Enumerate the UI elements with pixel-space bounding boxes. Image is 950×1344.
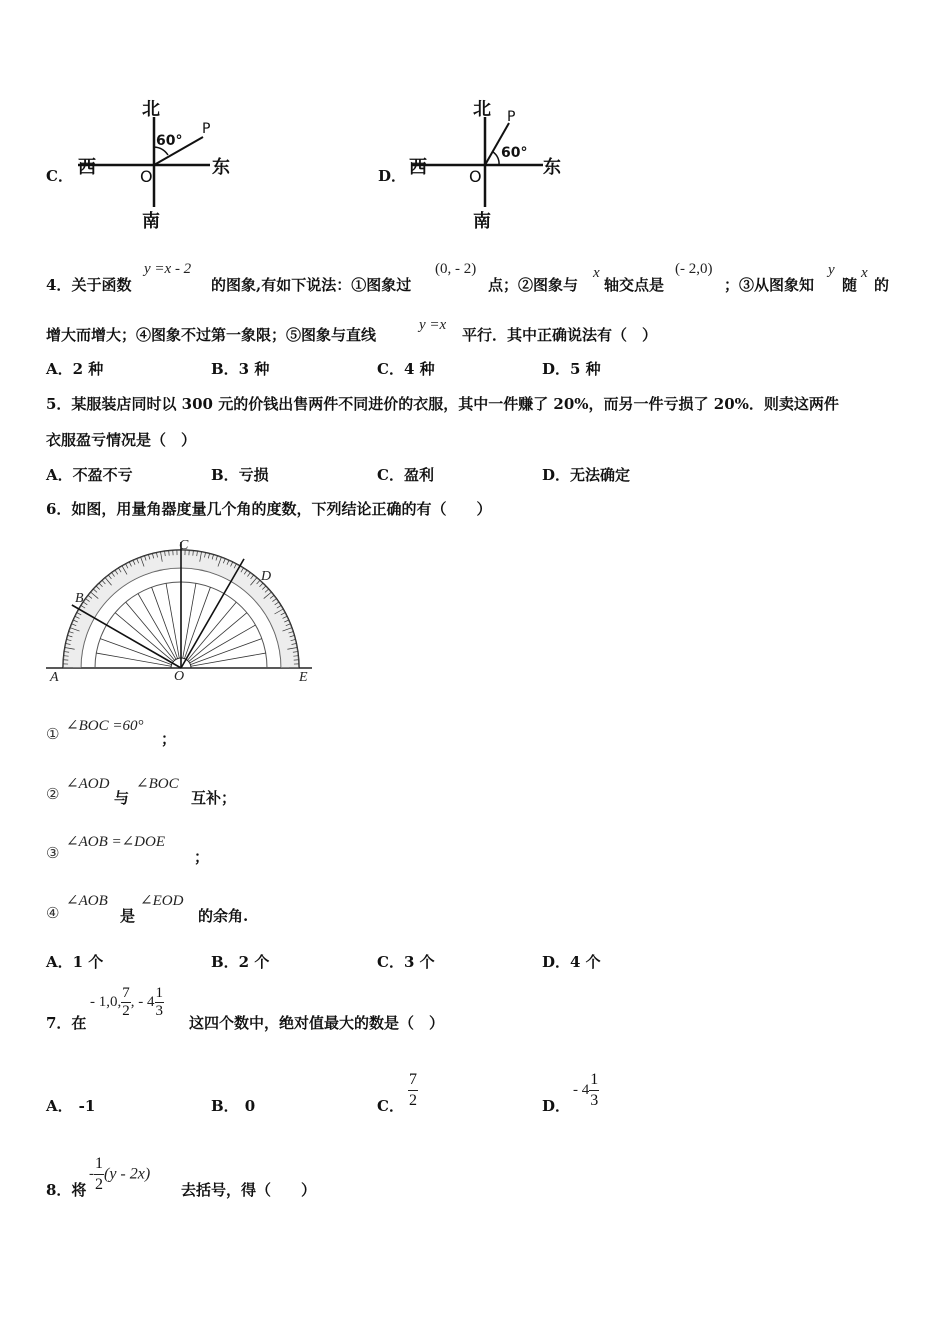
q8-paren: (y - 2x) (104, 1165, 151, 1183)
q7-option-c-value (408, 1070, 418, 1111)
question-8-tail: 去括号，得（ ） (181, 1181, 317, 1199)
fraction (408, 1070, 418, 1111)
q7-option-b[interactable] (211, 1095, 255, 1116)
point-p-label: P (202, 121, 211, 137)
angle-label: 60° (501, 145, 528, 161)
statement-4-mark: ④ (46, 904, 60, 922)
statement-3-mark: ③ (46, 844, 60, 862)
question-7-tail: 这四个数中，绝对值最大的数是（ ） (189, 1014, 445, 1032)
statement-4-mid: 是 (120, 907, 136, 925)
q4-option-d[interactable]: D．5 种 (542, 360, 601, 378)
q6-option-a[interactable]: A．1 个 (46, 953, 104, 971)
question-6-stem: 6．如图，用量角器度量几个角的度数，下列结论正确的有（ ） (46, 500, 492, 518)
q7-mixed-fraction (155, 985, 165, 1020)
fraction-numerator: 7 (408, 1070, 418, 1091)
question-5-line-2: 衣服盈亏情况是（ ） (46, 431, 197, 449)
statement-2-tail: 互补； (191, 789, 237, 807)
q4-text-6: 随 (842, 276, 858, 294)
point-c-label: C (179, 538, 189, 553)
radial-line (138, 594, 176, 660)
q4-option-a[interactable]: A．2 种 (46, 360, 104, 378)
fraction (589, 1070, 599, 1111)
compass-diagram-c (70, 95, 250, 230)
q7-option-d-label[interactable]: D． (542, 1097, 571, 1115)
q7-expr-mid: , - 4 (130, 994, 155, 1010)
origin-label: O (469, 167, 482, 186)
q6-option-c[interactable]: C．3 个 (377, 953, 435, 971)
statement-1-expr: ∠BOC =60° (66, 718, 144, 734)
q4-text-8: 增大而增大；④图象不过第一象限；⑤图象与直线 (46, 326, 377, 344)
statement-1-mark: ① (46, 725, 60, 743)
q6-option-d[interactable]: D．4 个 (542, 953, 601, 971)
statement-3-expr: ∠AOB =∠DOE (66, 834, 165, 850)
west-label: 西 (409, 157, 427, 178)
question-5-line-1: 5．某服装店同时以 300 元的价钱出售两件不同进价的衣服，其中一件赚了 20%，而另一件亏损了 20%．则卖这两件 (46, 395, 839, 413)
fraction-denominator: 2 (95, 1176, 103, 1193)
statement-2-expr-1: ∠AOD (66, 776, 110, 792)
statement-3-tail: ； (194, 848, 210, 866)
q4-line-function: y =x (419, 317, 447, 333)
south-label: 南 (473, 211, 491, 232)
q7-expr-pre: - 1,0, (90, 994, 122, 1010)
point-o-label: O (174, 669, 185, 684)
q7-fraction (121, 985, 131, 1020)
q5-option-a[interactable]: A．不盈不亏 (46, 466, 133, 484)
option-value: -1 (78, 1097, 96, 1115)
question-8-head: 8．将 (46, 1181, 87, 1199)
q5-option-b[interactable]: B．亏损 (211, 466, 269, 484)
option-d-label: D． (378, 167, 407, 185)
statement-4-expr-2: ∠EOD (140, 893, 184, 909)
q5-option-d[interactable]: D．无法确定 (542, 466, 631, 484)
radial-line (190, 625, 256, 663)
fraction-denominator: 3 (155, 1003, 163, 1019)
east-label: 东 (212, 157, 230, 178)
fraction-numerator: 7 (122, 985, 130, 1001)
fraction-numerator: 1 (155, 985, 163, 1001)
q4-var-y: y (828, 262, 835, 278)
origin-label: O (140, 167, 153, 186)
q4-point-2: (- 2,0) (675, 261, 713, 277)
statement-2-mark: ② (46, 785, 60, 803)
q4-point-1: (0, - 2) (435, 261, 477, 277)
option-c-label: C． (46, 167, 73, 185)
q8-fraction (94, 1154, 104, 1195)
radial-line (191, 653, 266, 666)
fraction-denominator: 3 (590, 1092, 599, 1109)
fraction-denominator: 2 (409, 1092, 417, 1109)
point-d-label: D (261, 569, 272, 584)
mixed-whole: - 4 (573, 1082, 590, 1098)
q4-text-9: 平行．其中正确说法有（ ） (462, 326, 658, 344)
fraction-numerator: 1 (589, 1070, 599, 1091)
south-label: 南 (142, 211, 160, 232)
point-p-label: P (507, 109, 516, 125)
question-4-line-1 (46, 274, 131, 295)
angle-label: 60° (156, 133, 183, 149)
q8-expression (89, 1154, 150, 1195)
radial-line (166, 583, 179, 658)
fraction-numerator: 1 (94, 1154, 104, 1175)
point-b-label: B (75, 591, 84, 606)
east-label: 东 (543, 157, 561, 178)
option-label: B． (211, 1097, 239, 1115)
q4-var-x: x (593, 265, 600, 281)
fraction-denominator: 2 (122, 1003, 130, 1019)
protractor-figure (44, 538, 319, 690)
option-value: 0 (244, 1097, 256, 1115)
q4-option-c[interactable]: C．4 种 (377, 360, 435, 378)
statement-4-tail: 的余角. (198, 907, 249, 925)
q4-text-1: 关于函数 (71, 276, 132, 294)
q7-option-d-value (573, 1070, 599, 1111)
q4-function: y =x - 2 (144, 261, 192, 277)
compass-diagram-d (403, 95, 583, 230)
q5-option-c[interactable]: C．盈利 (377, 466, 434, 484)
q4-text-7: 的 (874, 276, 890, 294)
q6-option-b[interactable]: B．2 个 (211, 953, 270, 971)
q4-text-4: 轴交点是 (604, 276, 665, 294)
q4-text-3: 点；②图象与 (488, 276, 579, 294)
statement-4-expr-1: ∠AOB (66, 893, 108, 909)
point-a-label: A (50, 670, 59, 685)
question-number: 4． (46, 276, 72, 294)
q4-option-b[interactable]: B．3 种 (211, 360, 270, 378)
point-e-label: E (299, 670, 308, 685)
north-label: 北 (473, 99, 491, 120)
q7-number-list (90, 985, 164, 1020)
q4-text-2: 的图象,有如下说法：①图象过 (211, 276, 412, 294)
protractor-svg (44, 538, 319, 690)
west-label: 西 (78, 157, 96, 178)
north-label: 北 (142, 99, 160, 120)
question-7-head: 7．在 (46, 1014, 87, 1032)
q8-sign: - (89, 1166, 94, 1182)
q4-text-5: ；③从图象知 (724, 276, 815, 294)
option-label: A． (46, 1097, 73, 1115)
statement-2-expr-2: ∠BOC (136, 776, 179, 792)
statement-1-tail: ； (161, 730, 177, 748)
q4-var-x2: x (861, 265, 868, 281)
q7-option-c-label[interactable]: C． (377, 1097, 404, 1115)
q7-option-a[interactable] (46, 1095, 95, 1116)
statement-2-mid: 与 (114, 789, 130, 807)
